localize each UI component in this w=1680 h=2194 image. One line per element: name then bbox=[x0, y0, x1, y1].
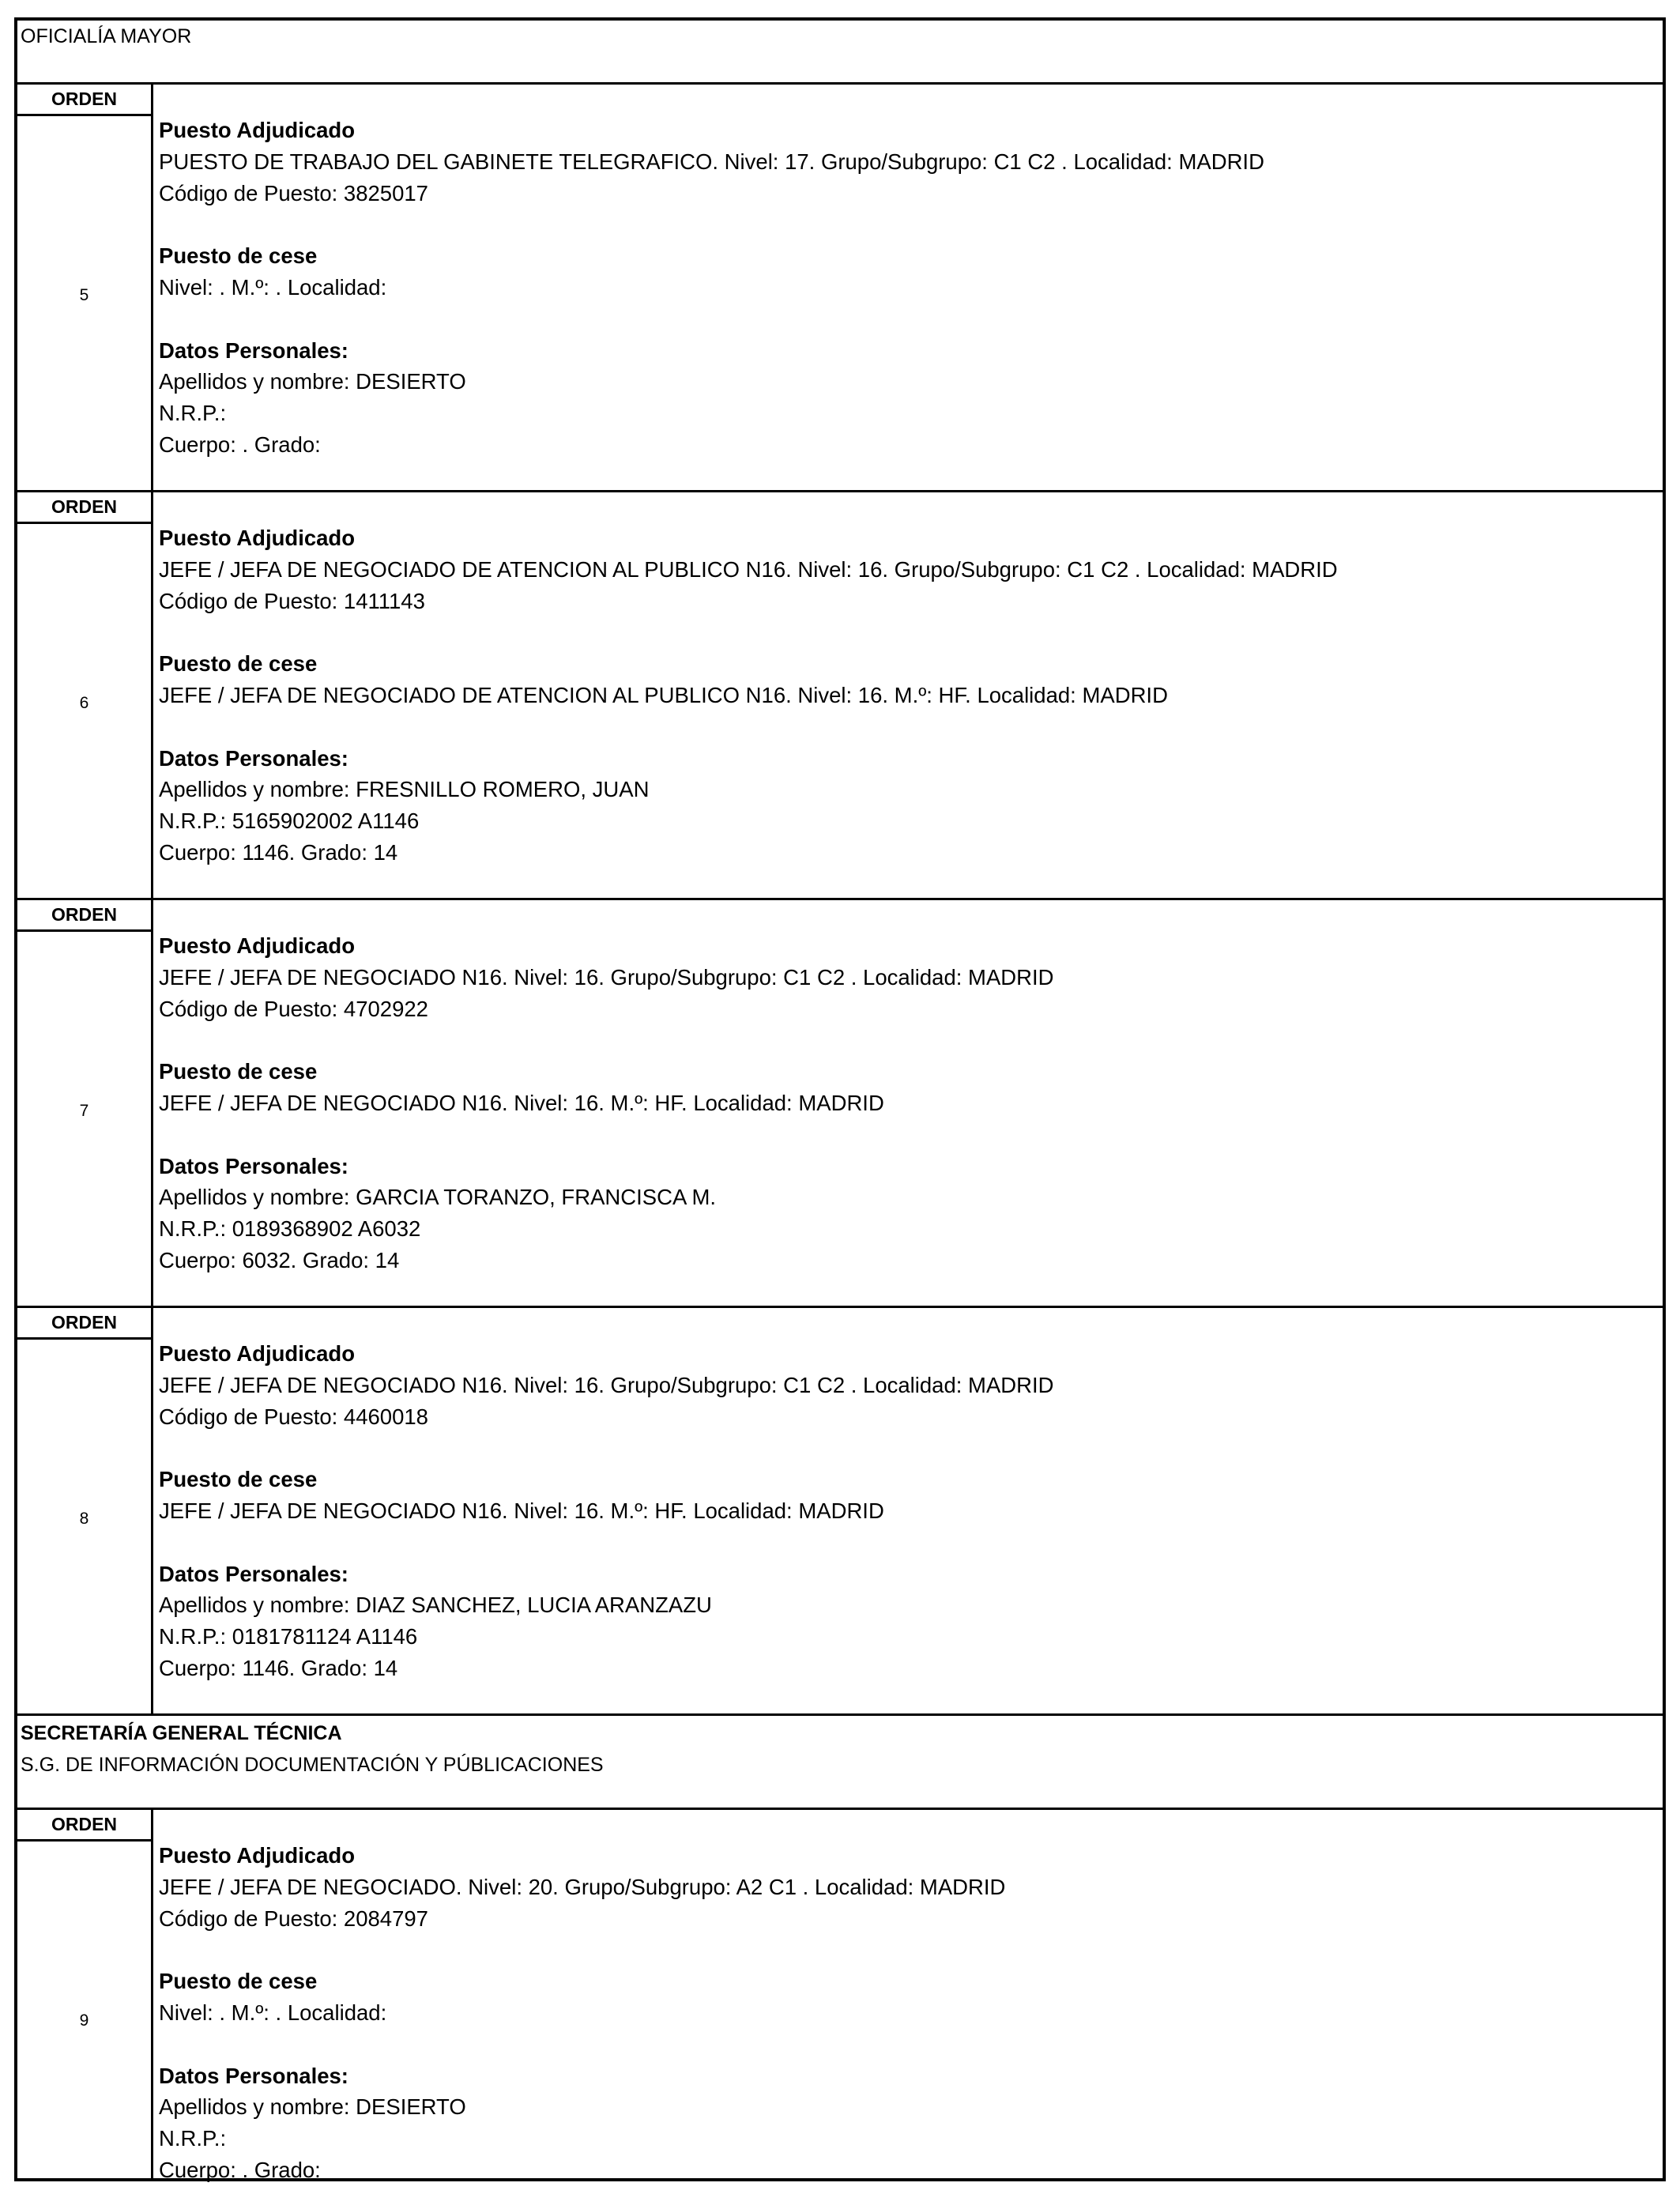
puesto-adjudicado-text: JEFE / JEFA DE NEGOCIADO N16. Nivel: 16. Grupo/Subgrupo: C1 C2 . Localidad: MADRID bbox=[159, 964, 1054, 990]
codigo-puesto: Código de Puesto: 4702922 bbox=[159, 996, 428, 1021]
entry-content bbox=[159, 930, 1656, 1276]
spacer bbox=[159, 303, 1656, 335]
spacer bbox=[159, 1432, 1656, 1464]
orden-number: 5 bbox=[79, 286, 89, 304]
datos-personales-heading: Datos Personales: bbox=[159, 1153, 348, 1178]
orden-number: 6 bbox=[79, 694, 89, 712]
puesto-cese-heading: Puesto de cese bbox=[159, 1969, 318, 1994]
puesto-cese-text: Nivel: . M.º: . Localidad: bbox=[159, 274, 387, 300]
cuerpo-grado: Cuerpo: . Grado: bbox=[159, 2157, 321, 2182]
spacer bbox=[159, 1024, 1656, 1056]
nrp: N.R.P.: bbox=[159, 2126, 227, 2151]
spacer bbox=[159, 1119, 1656, 1151]
codigo-puesto: Código de Puesto: 1411143 bbox=[159, 588, 425, 613]
puesto-cese-text: Nivel: . M.º: . Localidad: bbox=[159, 2000, 387, 2025]
datos-personales-heading: Datos Personales: bbox=[159, 1561, 348, 1586]
spacer bbox=[159, 1934, 1656, 1966]
section-header-secretaria-general-tecnica bbox=[17, 1716, 1663, 1810]
puesto-cese-text: JEFE / JEFA DE NEGOCIADO N16. Nivel: 16. M.º: HF. Localidad: MADRID bbox=[159, 1498, 884, 1523]
entry-content bbox=[159, 522, 1656, 869]
orden-label: ORDEN bbox=[17, 1308, 151, 1340]
entry-row bbox=[17, 1308, 1663, 1716]
puesto-adjudicado-heading: Puesto Adjudicado bbox=[159, 526, 356, 550]
puesto-cese-heading: Puesto de cese bbox=[159, 1059, 318, 1084]
orden-number: 7 bbox=[79, 1102, 89, 1120]
datos-personales-heading: Datos Personales: bbox=[159, 337, 348, 363]
puesto-adjudicado-heading: Puesto Adjudicado bbox=[159, 118, 356, 142]
orden-label: ORDEN bbox=[17, 900, 151, 932]
document-table bbox=[14, 17, 1666, 2181]
section-header-oficialia-mayor bbox=[17, 21, 1663, 85]
puesto-cese-heading: Puesto de cese bbox=[159, 243, 318, 269]
codigo-puesto: Código de Puesto: 3825017 bbox=[159, 180, 428, 205]
orden-column bbox=[17, 1308, 153, 1713]
nrp: N.R.P.: 0189368902 A6032 bbox=[159, 1216, 421, 1242]
entry-row bbox=[17, 1810, 1663, 2182]
entry-content bbox=[159, 1840, 1656, 2186]
entry-row bbox=[17, 85, 1663, 492]
spacer bbox=[159, 2029, 1656, 2060]
puesto-adjudicado-heading: Puesto Adjudicado bbox=[159, 1341, 356, 1366]
puesto-adjudicado-text: PUESTO DE TRABAJO DEL GABINETE TELEGRAFICO. Nivel: 17. Grupo/Subgrupo: C1 C2 . Localidad: MADRID bbox=[159, 149, 1264, 174]
section-title: SECRETARÍA GENERAL TÉCNICA bbox=[21, 1722, 342, 1744]
orden-number: 9 bbox=[79, 2011, 89, 2030]
spacer bbox=[159, 616, 1656, 648]
nrp: N.R.P.: bbox=[159, 401, 227, 426]
puesto-cese-heading: Puesto de cese bbox=[159, 651, 318, 677]
apellidos-nombre: Apellidos y nombre: GARCIA TORANZO, FRANCISCA M. bbox=[159, 1185, 717, 1210]
orden-label: ORDEN bbox=[17, 85, 151, 116]
puesto-cese-text: JEFE / JEFA DE NEGOCIADO N16. Nivel: 16. M.º: HF. Localidad: MADRID bbox=[159, 1090, 884, 1115]
orden-number: 8 bbox=[79, 1510, 89, 1528]
entry-content bbox=[159, 115, 1656, 461]
orden-label: ORDEN bbox=[17, 1810, 151, 1842]
entry-row bbox=[17, 900, 1663, 1308]
puesto-adjudicado-heading: Puesto Adjudicado bbox=[159, 933, 356, 958]
entry-row bbox=[17, 492, 1663, 900]
puesto-adjudicado-text: JEFE / JEFA DE NEGOCIADO. Nivel: 20. Grupo/Subgrupo: A2 C1 . Localidad: MADRID bbox=[159, 1874, 1006, 1899]
section-subtitle: S.G. DE INFORMACIÓN DOCUMENTACIÓN Y PÚBLICACIONES bbox=[21, 1754, 604, 1776]
orden-label: ORDEN bbox=[17, 492, 151, 524]
puesto-adjudicado-heading: Puesto Adjudicado bbox=[159, 1843, 356, 1868]
entry-content bbox=[159, 1338, 1656, 1684]
orden-column bbox=[17, 85, 153, 490]
puesto-adjudicado-text: JEFE / JEFA DE NEGOCIADO N16. Nivel: 16. Grupo/Subgrupo: C1 C2 . Localidad: MADRID bbox=[159, 1372, 1054, 1397]
section-title: OFICIALÍA MAYOR bbox=[21, 25, 192, 47]
apellidos-nombre: Apellidos y nombre: FRESNILLO ROMERO, JUAN bbox=[159, 777, 650, 802]
cuerpo-grado: Cuerpo: 1146. Grado: 14 bbox=[159, 839, 398, 865]
cuerpo-grado: Cuerpo: 1146. Grado: 14 bbox=[159, 1655, 398, 1680]
spacer bbox=[159, 1527, 1656, 1559]
datos-personales-heading: Datos Personales: bbox=[159, 745, 348, 771]
apellidos-nombre: Apellidos y nombre: DIAZ SANCHEZ, LUCIA ARANZAZU bbox=[159, 1593, 712, 1618]
orden-column bbox=[17, 492, 153, 898]
apellidos-nombre: Apellidos y nombre: DESIERTO bbox=[159, 2094, 466, 2120]
codigo-puesto: Código de Puesto: 2084797 bbox=[159, 1906, 428, 1931]
spacer bbox=[159, 209, 1656, 240]
nrp: N.R.P.: 0181781124 A1146 bbox=[159, 1624, 418, 1649]
cuerpo-grado: Cuerpo: . Grado: bbox=[159, 432, 321, 457]
codigo-puesto: Código de Puesto: 4460018 bbox=[159, 1404, 428, 1429]
puesto-adjudicado-text: JEFE / JEFA DE NEGOCIADO DE ATENCION AL PUBLICO N16. Nivel: 16. Grupo/Subgrupo: C1 C2 . Localidad: MADRID bbox=[159, 556, 1338, 582]
orden-column bbox=[17, 1810, 153, 2178]
datos-personales-heading: Datos Personales: bbox=[159, 2063, 348, 2088]
cuerpo-grado: Cuerpo: 6032. Grado: 14 bbox=[159, 1247, 400, 1272]
puesto-cese-text: JEFE / JEFA DE NEGOCIADO DE ATENCION AL PUBLICO N16. Nivel: 16. M.º: HF. Localidad: MADRID bbox=[159, 682, 1168, 707]
apellidos-nombre: Apellidos y nombre: DESIERTO bbox=[159, 369, 466, 394]
spacer bbox=[159, 711, 1656, 743]
nrp: N.R.P.: 5165902002 A1146 bbox=[159, 809, 420, 834]
orden-column bbox=[17, 900, 153, 1306]
puesto-cese-heading: Puesto de cese bbox=[159, 1467, 318, 1492]
